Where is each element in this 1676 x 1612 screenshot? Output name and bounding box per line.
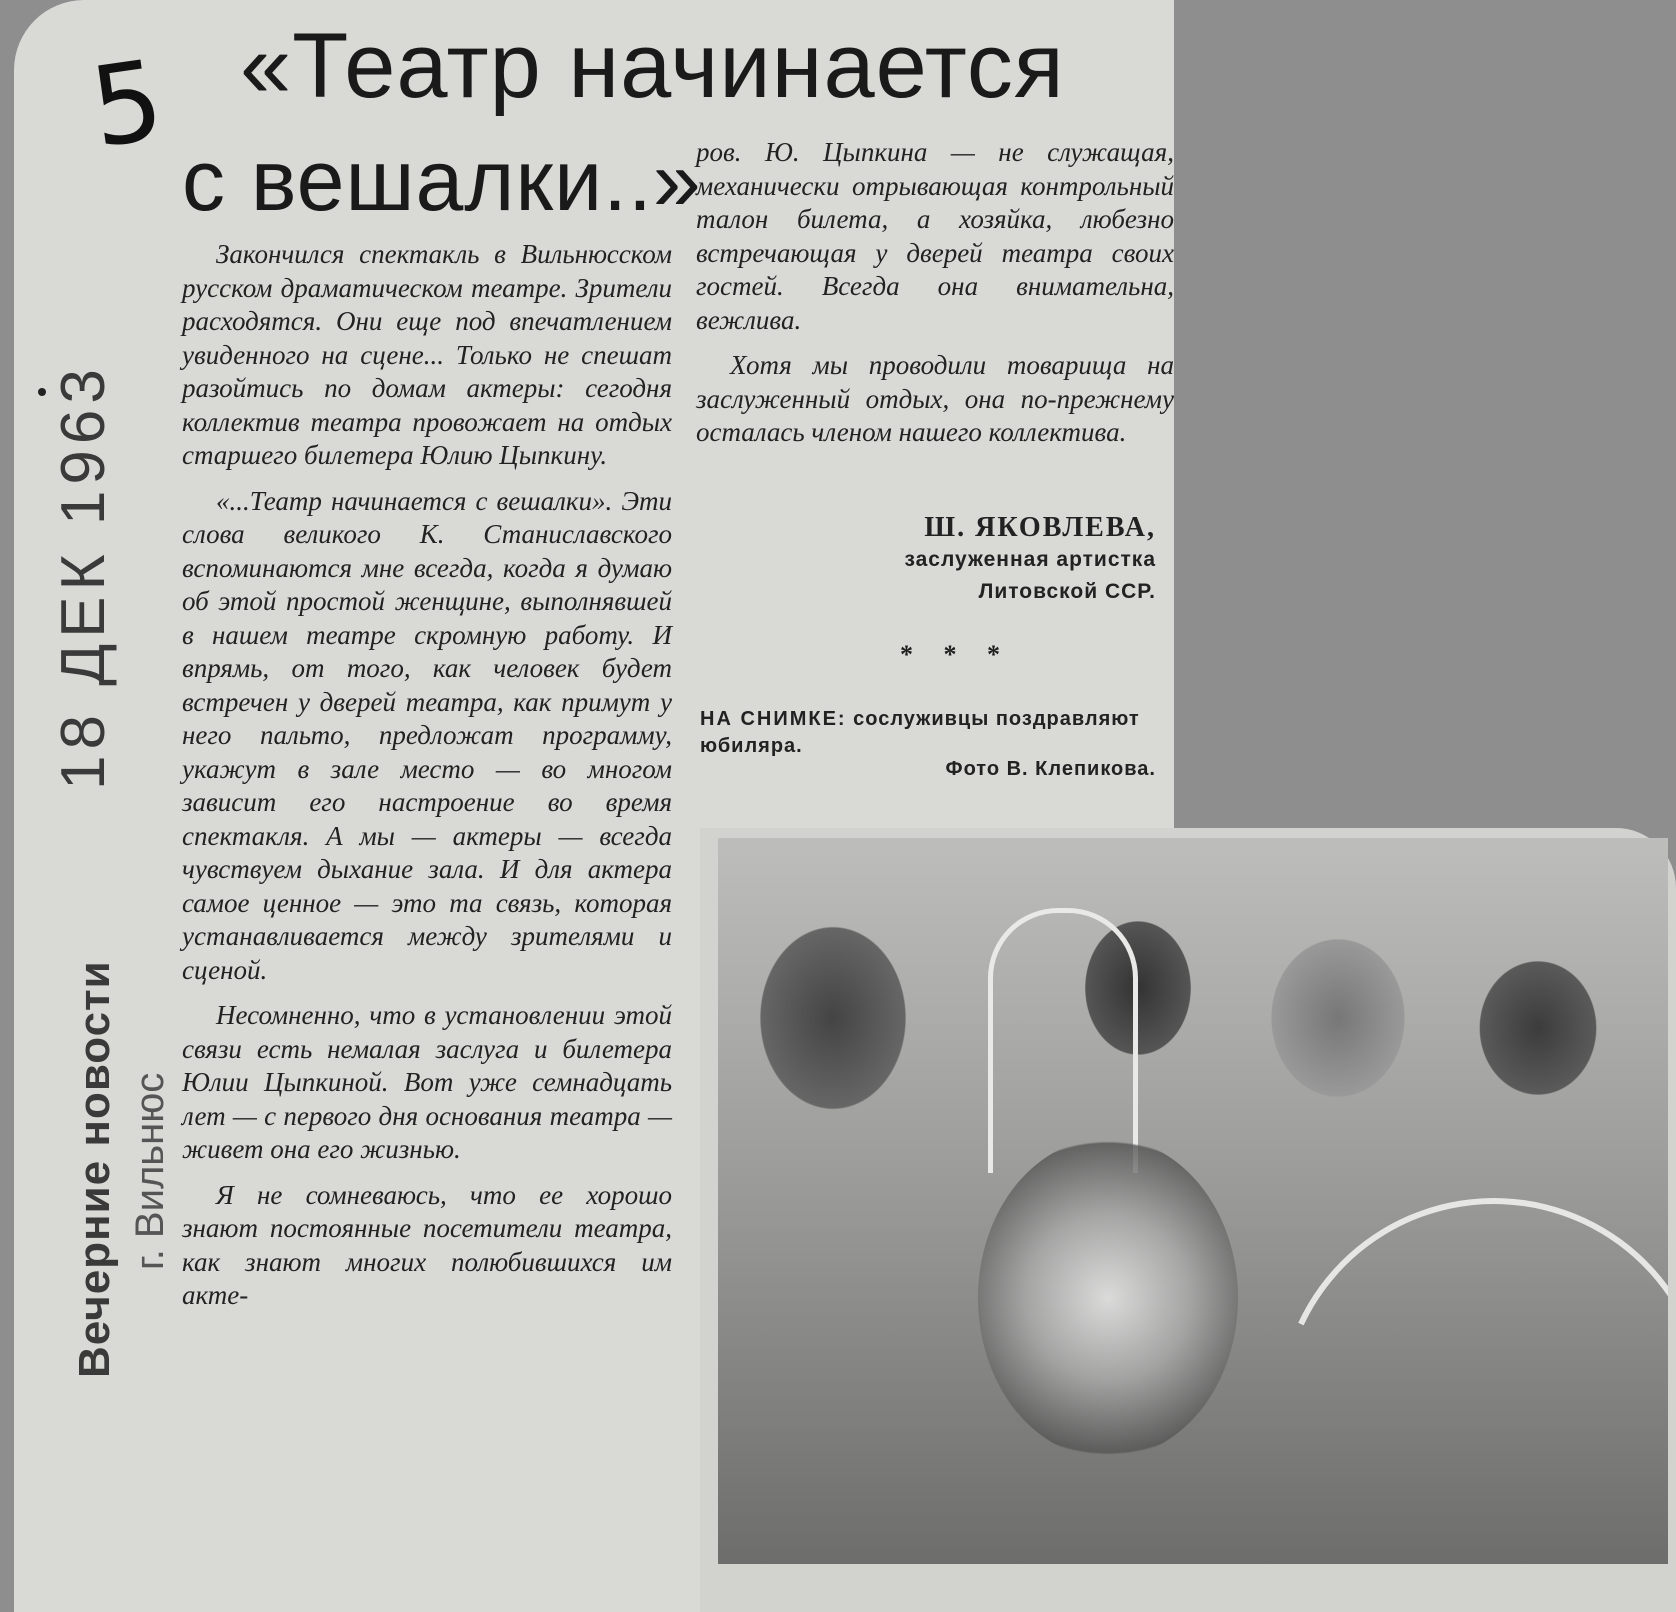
author-title-line-1: заслуженная артистка (904, 548, 1156, 571)
flower-bouquet (978, 1138, 1238, 1458)
paragraph: Я не сомневаюсь, что ее хорошо знают постоянные посетители театра, как знают многих полюбившихся им акте- (182, 1179, 672, 1310)
paragraph: Закончился спектакль в Вильнюсском русском драматическом театре. Зрители расходятся. Они еще под впечатлением увиденного на сцене... Только не спешат разойтись по домам актеры: сегодня коллектив театра провожает на отдых старшего билетера Юлию Цыпкину. (182, 239, 672, 470)
headline-line-1: «Театр начинается (240, 15, 1065, 117)
headline-line-2: с вешалки..» (182, 133, 702, 229)
basket-arc (1217, 1137, 1668, 1564)
article-column-1 (182, 238, 672, 1313)
article-column-2 (696, 136, 1174, 450)
paragraph: «...Театр начинается с вешалки». Эти слова великого К. Станиславского вспоминаются мне всегда, когда я думаю об этой простой женщине, выполнявшей в нашем театре скромную работу. И впрямь, от того, как человек будет встречен у дверей театра, как примут у него пальто, предложат программу, укажут в зале место — во многом зависит его настроение во время спектакля. А мы — актеры — всегда чувствуем дыхание зала. И для актера самое ценное — это та связь, которая устанавливается между зрителями и сценой. (182, 485, 672, 985)
paragraph: Несомненно, что в установлении этой связи есть немалая заслуга и билетера Юлии Цыпкиной. Вот уже семнадцать лет — с первого дня основания театра — живет она его жизнью. (182, 1000, 672, 1164)
paragraph: Хотя мы проводили товарища на заслуженный отдых, она по-прежнему осталась членом нашего коллектива. (696, 350, 1174, 447)
basket-handle (988, 908, 1138, 1173)
date-stamp: 18 ДЕК 1963 (49, 363, 118, 790)
newspaper-name-stamp: Вечерние новости (70, 960, 119, 1378)
caption-text: сослуживцы поздравляют юбиляра. (700, 708, 1140, 757)
separator-asterisks: * * * (900, 640, 1012, 669)
photo-credit: Фото В. Клепикова. (945, 758, 1156, 780)
handwritten-mark: 5 (83, 35, 171, 173)
city-stamp: г. Вильнюс (128, 1072, 172, 1270)
author-title-line-2: Литовской ССР. (978, 580, 1156, 603)
photo-caption (700, 706, 1176, 760)
ink-dot (38, 388, 46, 396)
author-name: Ш. ЯКОВЛЕВА, (924, 512, 1156, 543)
paragraph: ров. Ю. Цыпкина — не служащая, механически отрывающая контрольный талон билета, а хозяйка, любезно встречающая у дверей театра своих гостей. Всегда она внимательна, вежлива. (696, 137, 1174, 335)
caption-lead: НА СНИМКЕ: (700, 708, 847, 730)
photo-colleagues-congratulating (718, 838, 1668, 1564)
